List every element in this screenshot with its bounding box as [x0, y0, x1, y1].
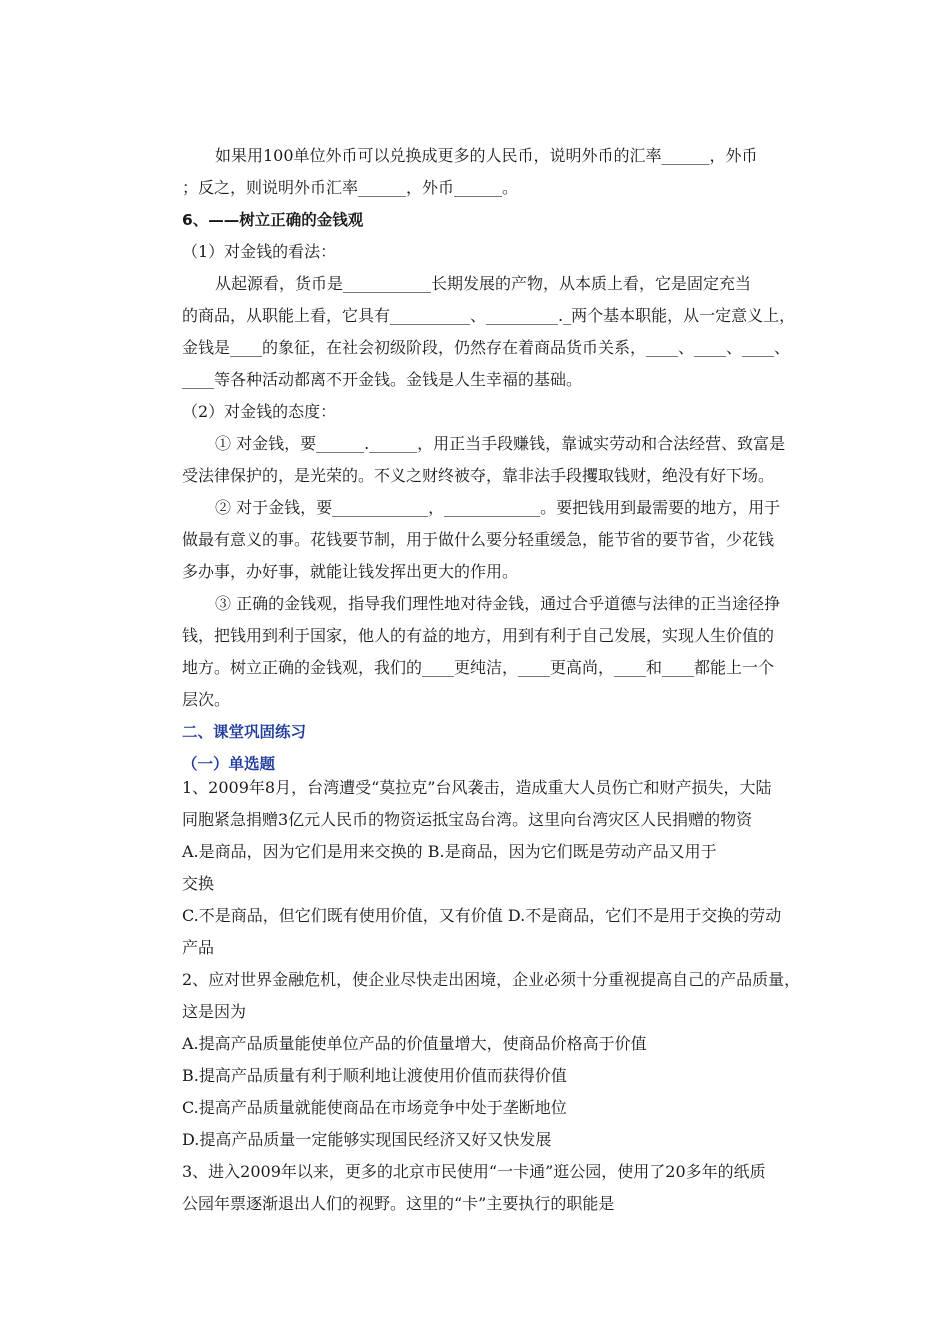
attitude-point-3-line: 钱，把钱用到利于国家，他人的有益的地方，用到有利于自己发展，实现人生价值的 — [182, 626, 775, 645]
subheading-views-on-money: （1）对金钱的看法： — [182, 242, 337, 261]
question-1-options: 交换 — [182, 874, 215, 893]
section-6-heading: 6、——树立正确的金钱观 — [182, 211, 364, 229]
question-2-option-c: C.提高产品质量就能使商品在市场竞争中处于垄断地位 — [182, 1098, 567, 1117]
attitude-point-3-line: 层次。 — [182, 690, 231, 709]
attitude-point-2-line: 做最有意义的事。花钱要节制，用于做什么要分轻重缓急，能节省的要节省，少花钱 — [182, 530, 775, 549]
paragraph-origin-line: 金钱是____的象征，在社会初级阶段，仍然存在着商品货币关系，____、____、____、 — [182, 338, 791, 357]
exchange-rate-sentence-cont: ；反之，则说明外币汇率______，外币______。 — [182, 178, 519, 197]
question-2-option-d: D.提高产品质量一定能够实现国民经济又好又快发展 — [182, 1130, 552, 1149]
exchange-rate-sentence: 如果用100单位外币可以兑换成更多的人民币，说明外币的汇率______，外币 — [215, 146, 758, 165]
question-1-line: 同胞紧急捐赠3亿元人民币的物资运抵宝岛台湾。这里向台湾灾区人民捐赠的物资 — [182, 810, 753, 829]
attitude-point-3-line: ③ 正确的金钱观，指导我们理性地对待金钱，通过合乎道德与法律的正当途径挣 — [215, 594, 781, 613]
attitude-point-2-line: 多办事，办好事，就能让钱发挥出更大的作用。 — [182, 562, 519, 581]
question-2-line: 2、应对世界金融危机，使企业尽快走出困境，企业必须十分重视提高自己的产品质量， — [182, 970, 801, 989]
attitude-point-3-line: 地方。树立正确的金钱观，我们的____更纯洁，____更高尚，____和____都能上一个 — [182, 658, 775, 677]
paragraph-origin-line: 的商品，从职能上看，它具有__________、_________._两个基本职能，从一定意义上， — [182, 306, 796, 325]
single-choice-heading: （一）单选题 — [182, 755, 276, 773]
question-3-line: 3、进入2009年以来，更多的北京市民使用“一卡通”逛公园，使用了20多年的纸质 — [182, 1162, 766, 1181]
subheading-attitude-to-money: （2）对金钱的态度： — [182, 402, 337, 421]
attitude-point-2-line: ② 对于金钱，要____________，____________。要把钱用到最需要的地方，用于 — [215, 498, 781, 517]
question-1-options: C.不是商品，但它们既有使用价值，又有价值 D.不是商品，它们不是用于交换的劳动 — [182, 906, 782, 925]
question-3-line: 公园年票逐渐退出人们的视野。这里的“卡”主要执行的职能是 — [182, 1194, 615, 1213]
attitude-point-1-line: ① 对金钱，要______.______，用正当手段赚钱，靠诚实劳动和合法经营、致富是 — [215, 434, 786, 453]
question-2-line: 这是因为 — [182, 1002, 247, 1021]
question-1-options: A.是商品，因为它们是用来交换的 B.是商品，因为它们既是劳动产品又用于 — [182, 842, 717, 861]
question-1-line: 1、2009年8月，台湾遭受“莫拉克”台风袭击，造成重大人员伤亡和财产损失，大陆 — [182, 778, 772, 797]
question-2-option-a: A.提高产品质量能使单位产品的价值量增大，使商品价格高于价值 — [182, 1034, 647, 1053]
section-2-heading: 二、课堂巩固练习 — [182, 723, 307, 741]
question-2-option-b: B.提高产品质量有利于顺利地让渡使用价值而获得价值 — [182, 1066, 567, 1085]
question-1-options: 产品 — [182, 938, 215, 957]
attitude-point-1-line: 受法律保护的，是光荣的。不义之财终被夺，靠非法手段攫取钱财，绝没有好下场。 — [182, 466, 775, 485]
paragraph-origin-line: 从起源看，货币是___________长期发展的产物，从本质上看，它是固定充当 — [215, 274, 752, 293]
paragraph-origin-line: ____等各种活动都离不开金钱。金钱是人生幸福的基础。 — [182, 370, 583, 389]
